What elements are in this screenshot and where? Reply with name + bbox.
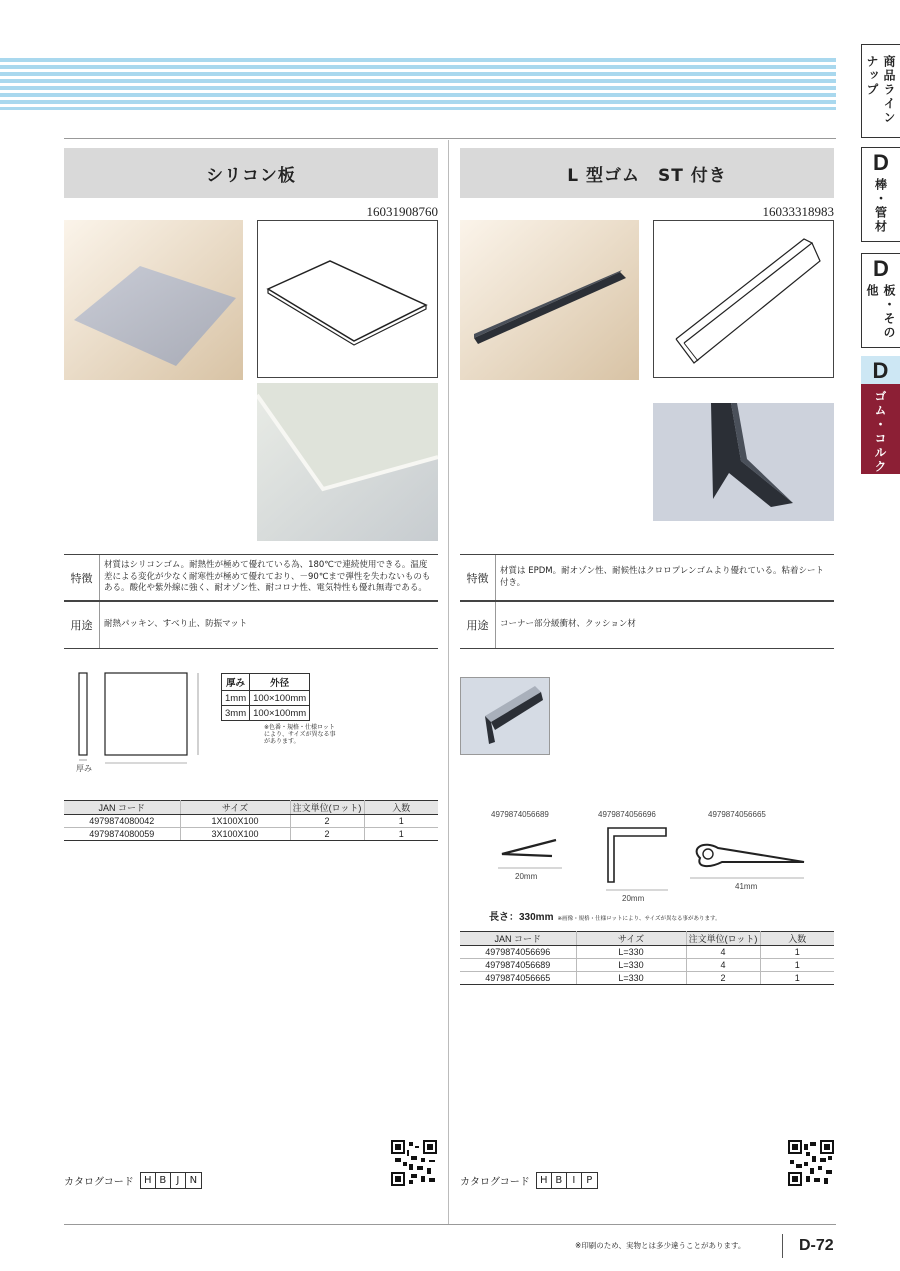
features-label: 特徴 [460, 555, 496, 600]
product-title: L 型ゴム ST 付き [460, 148, 834, 198]
length-label: 長さ：330mm [489, 912, 554, 923]
tab-rubber-cork[interactable] [861, 356, 900, 474]
catalog-char: B [156, 1173, 171, 1188]
table-cell: 4 [686, 959, 760, 972]
catalog-char: H [141, 1173, 156, 1188]
table-cell: 4979874080059 [64, 828, 180, 841]
table-cell: 4979874080042 [64, 815, 180, 828]
table-header: JAN コード [64, 801, 180, 815]
table-cell: 1 [364, 828, 438, 841]
features-label: 特徴 [64, 555, 100, 600]
tab-label: 商品ラインナップ [865, 55, 896, 125]
profile-drawings [490, 822, 815, 910]
bottom-rule [64, 1224, 836, 1225]
product-silicone [64, 148, 438, 220]
catalog-char: H [537, 1173, 552, 1188]
tab-letter: D [872, 358, 889, 383]
tab-label: 棒・管材 [873, 178, 888, 234]
l-rubber-photo [460, 220, 639, 380]
silicone-spec-table [221, 673, 310, 721]
silicone-drawing [257, 220, 438, 378]
features-text: 材質は EPDM。耐オゾン性、耐候性はクロロプレンゴムより優れている。粘着シート付き。 [500, 566, 825, 588]
spec-note: ※色番・規格・仕様ロットにより、サイズが異なる事があります。 [264, 724, 336, 745]
table-cell: 4979874056696 [460, 946, 576, 959]
use-text: 耐熱パッキン、すべり止、防振マット [104, 619, 248, 630]
catalog-code-right [460, 1172, 598, 1189]
catalog-char: B [552, 1173, 567, 1188]
table-header: サイズ [576, 932, 686, 946]
table-row [460, 959, 834, 972]
catalog-char: J [171, 1173, 186, 1188]
table-cell: L=330 [576, 959, 686, 972]
table-header: 入数 [364, 801, 438, 815]
table-cell: L=330 [576, 946, 686, 959]
table-cell: 1X100X100 [180, 815, 290, 828]
profile-code: 4979874056696 [598, 810, 656, 819]
profile-code: 4979874056665 [708, 810, 766, 819]
column-divider [448, 140, 449, 1225]
product-title: シリコン板 [64, 148, 438, 198]
table-row [64, 828, 438, 841]
table-cell: 1 [760, 972, 834, 985]
tab-rods[interactable] [861, 147, 900, 242]
profile-dim: 20mm [515, 872, 538, 881]
features-row [460, 554, 834, 601]
spec-header: 外径 [250, 674, 310, 691]
l-rubber-closeup-photo [653, 403, 834, 521]
table-header: 注文単位(ロット) [686, 932, 760, 946]
tab-letter: D [873, 256, 889, 281]
print-note: ※印刷のため、実物とは多少違うことがあります。 [575, 1241, 746, 1250]
table-row [460, 946, 834, 959]
tab-plates[interactable] [861, 253, 900, 348]
table-cell: 4979874056665 [460, 972, 576, 985]
table-cell: 2 [290, 828, 364, 841]
table-cell: L=330 [576, 972, 686, 985]
catalog-code-left [64, 1172, 202, 1189]
table-cell: 1 [364, 815, 438, 828]
table-header: サイズ [180, 801, 290, 815]
table-cell: 1 [760, 946, 834, 959]
features-text: 材質はシリコンゴム。耐熱性が極めて優れている為、180℃で連続使用できる。温度差による変化が少なく耐寒性が極めて優れており、－90℃まで弾性を失わないものもある。酸化や紫外線に強く、耐オゾン性、耐コロナ性、電気特性も優れ無毒である。 [104, 560, 431, 594]
product-l-rubber [460, 148, 834, 220]
features-row [64, 554, 438, 601]
table-cell: 4979874056689 [460, 959, 576, 972]
table-cell: 2 [686, 972, 760, 985]
table-cell: 4 [686, 946, 760, 959]
spec-cell: 1mm [222, 691, 250, 706]
tab-letter: D [873, 150, 889, 175]
thickness-label: 厚み [76, 764, 92, 773]
product-code: 16033318983 [762, 204, 834, 219]
length-row [489, 908, 721, 923]
top-rule [64, 138, 836, 139]
table-cell: 2 [290, 815, 364, 828]
catalog-char: P [586, 1175, 593, 1186]
page-number: D-72 [782, 1234, 834, 1258]
spec-cell: 100×100mm [250, 706, 310, 721]
table-header: 入数 [760, 932, 834, 946]
header-stripes [0, 58, 836, 110]
use-row [460, 601, 834, 649]
silicone-jan-table [64, 800, 438, 841]
catalog-char: N [189, 1175, 198, 1186]
l-rubber-drawing [653, 220, 834, 378]
profile-code: 4979874056689 [491, 810, 549, 819]
table-header: 注文単位(ロット) [290, 801, 364, 815]
spec-cell: 100×100mm [250, 691, 310, 706]
silicone-photo [64, 220, 243, 380]
catalog-label: カタログコード [460, 1177, 530, 1188]
product-code: 16031908760 [366, 204, 438, 219]
profile-dim: 41mm [735, 882, 758, 891]
qr-code-left[interactable] [391, 1140, 437, 1186]
use-label: 用途 [460, 602, 496, 648]
catalog-label: カタログコード [64, 1177, 134, 1188]
table-row [460, 972, 834, 985]
silicone-dimension-drawing [74, 668, 214, 774]
spec-header: 厚み [222, 674, 250, 691]
l-rubber-usage-photo [460, 677, 550, 755]
table-header: JAN コード [460, 932, 576, 946]
use-text: コーナー部分緩衝材、クッション材 [500, 619, 636, 630]
spec-cell: 3mm [222, 706, 250, 721]
qr-code-right[interactable] [788, 1140, 834, 1186]
tab-label: ゴム・コルク [873, 390, 887, 474]
table-row [64, 815, 438, 828]
use-row [64, 601, 438, 649]
use-label: 用途 [64, 602, 100, 648]
l-rubber-jan-table [460, 931, 834, 985]
profile-dim: 20mm [622, 894, 645, 903]
catalog-char: I [567, 1173, 582, 1188]
tab-label: 板・その他 [865, 284, 896, 340]
table-cell: 1 [760, 959, 834, 972]
table-cell: 3X100X100 [180, 828, 290, 841]
length-note: ※画像・規格・仕様ロットにより、サイズが異なる事があります。 [557, 916, 721, 922]
tab-lineup[interactable] [861, 44, 900, 138]
silicone-closeup-photo [257, 383, 438, 541]
